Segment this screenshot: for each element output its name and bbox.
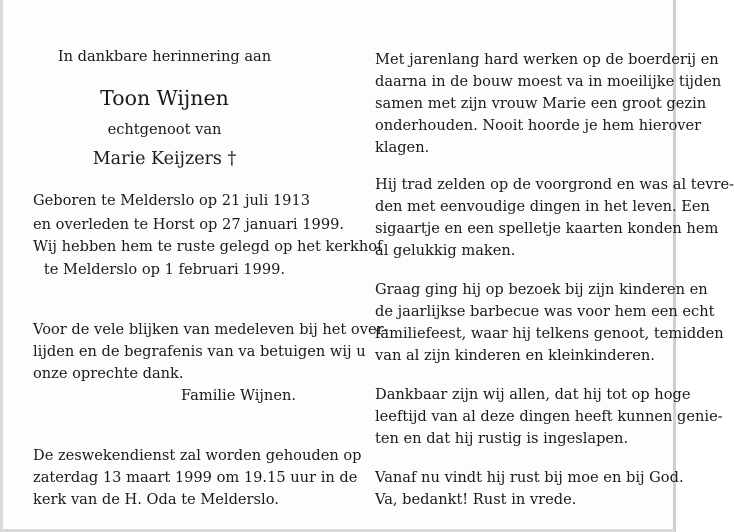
spouse-name: Marie Keijzers † [92,149,237,169]
paragraph-line: Met jarenlang hard werken op de boerderij en [375,51,719,68]
spouse-label: echtgenoot van [107,121,222,138]
paragraph-line: Dankbaar zijn wij allen, dat hij tot op hoge [375,386,691,403]
service-line: zaterdag 13 maart 1999 om 19.15 uur in de [33,469,358,486]
paragraph-line: onderhouden. Nooit hoorde je hem hierover [375,117,702,134]
burial-line: Wij hebben hem te ruste gelegd op het kerkhof [33,238,383,255]
thanks-line: lijden en de begrafenis van va betuigen wij u [33,343,366,360]
service-line: kerk van de H. Oda te Melderslo. [33,491,279,508]
thanks-line: Voor de vele blijken van medeleven bij het over- [33,321,389,338]
paragraph-line: daarna in de bouw moest va in moeilijke tijden [375,73,722,90]
closing-line: Vanaf nu vindt hij rust bij moe en bij God. [375,469,684,486]
thanks-line: onze oprechte dank. [33,365,184,382]
paragraph-line: Graag ging hij op bezoek bij zijn kinderen en [375,281,708,298]
paragraph-line: van al zijn kinderen en kleinkinderen. [375,347,655,364]
family-signature: Familie Wijnen. [181,387,296,404]
intro-text: In dankbare herinnering aan [57,48,272,65]
deceased-name: Toon Wijnen [100,86,229,110]
service-line: De zeswekendienst zal worden gehouden op [33,447,362,464]
paragraph-line: leeftijd van al deze dingen heeft kunnen genie- [375,408,723,425]
paragraph-line: familiefeest, waar hij telkens genoot, temidden [375,325,724,342]
paragraph-line: samen met zijn vrouw Marie een groot gezin [375,95,707,112]
paragraph-line: klagen. [375,139,430,156]
birth-line: Geboren te Melderslo op 21 juli 1913 [33,192,311,209]
paragraph-line: den met eenvoudige dingen in het leven. Een [375,198,710,215]
paragraph-line: ten en dat hij rustig is ingeslapen. [375,430,629,447]
paragraph-line: sigaartje en een spelletje kaarten konden hem [375,220,719,237]
paragraph-line: de jaarlijkse barbecue was voor hem een echt [375,303,715,320]
paragraph-line: al gelukkig maken. [375,242,516,259]
burial-date-line: te Melderslo op 1 februari 1999. [43,261,286,278]
paragraph-line: Hij trad zelden op de voorgrond en was al tevre- [375,176,734,193]
closing-line: Va, bedankt! Rust in vrede. [375,491,577,508]
death-line: en overleden te Horst op 27 januari 1999. [33,216,345,233]
